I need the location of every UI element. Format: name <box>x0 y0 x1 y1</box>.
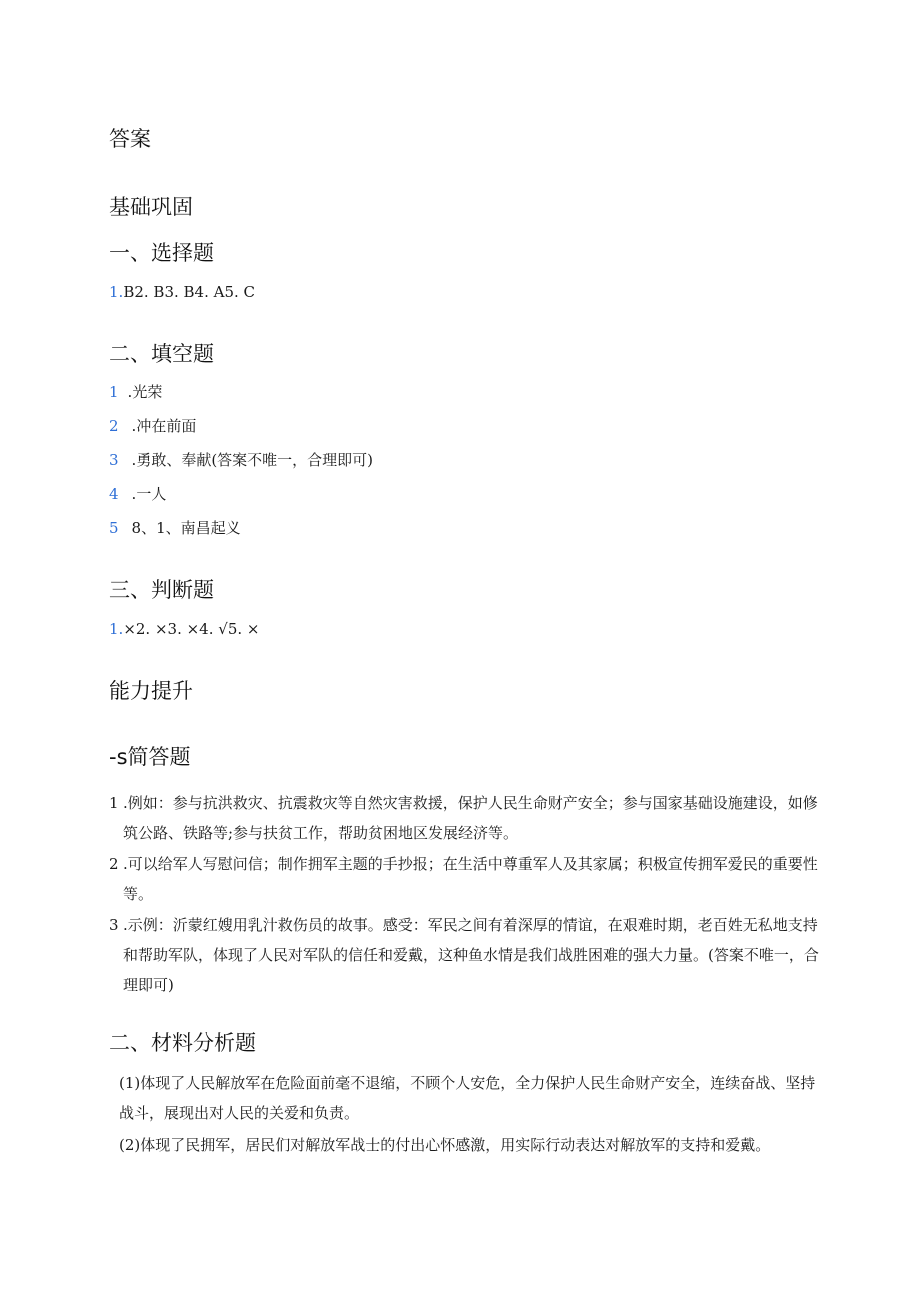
fill-item-number: 4 <box>109 485 119 503</box>
fill-item <box>109 450 373 470</box>
choice-number: 1. <box>109 283 124 301</box>
short-answer-item <box>109 788 819 848</box>
fill-item-number: 2 <box>109 417 119 435</box>
choice-answers-row <box>109 282 255 302</box>
fill-item-number: 5 <box>109 519 119 537</box>
heading-advanced: 能力提升 <box>109 679 193 703</box>
heading-material: 二、材料分析题 <box>109 1031 256 1055</box>
short-answer-number: 3 <box>109 916 119 934</box>
page-title: 答案 <box>109 127 151 151</box>
heading-fill: 二、填空题 <box>109 342 214 366</box>
fill-item <box>109 382 162 402</box>
judge-answers: ×2. ×3. ×4. √5. × <box>123 620 260 638</box>
judge-answers-row <box>109 619 259 639</box>
short-answer-text: .可以给军人写慰问信；制作拥军主题的手抄报；在生活中尊重军人及其家属；积极宣传拥军爱民的重要性等。 <box>123 855 818 903</box>
heading-judge: 三、判断题 <box>109 578 214 602</box>
material-answer-1: (1)体现了人民解放军在危险面前毫不退缩，不顾个人安危，全力保护人民生命财产安全，连续奋战、坚持战斗，展现出对人民的关爱和负责。 <box>119 1074 816 1122</box>
fill-item-text: .勇敢、奉献(答案不唯一，合理即可) <box>131 451 374 469</box>
fill-item-number: 1 <box>109 383 119 401</box>
short-answer-number: 2 <box>109 855 119 873</box>
heading-basic: 基础巩固 <box>109 195 193 219</box>
fill-item <box>109 416 196 436</box>
fill-item <box>109 518 241 538</box>
short-answer-item <box>109 910 819 1000</box>
heading-choice: 一、选择题 <box>109 241 214 265</box>
short-answer-item <box>109 849 819 909</box>
heading-short: -s简答题 <box>109 745 191 769</box>
fill-item-text: .一人 <box>131 485 167 503</box>
choice-answers: B2. B3. B4. A5. C <box>123 283 256 301</box>
short-answer-text: .例如：参与抗洪救灾、抗震救灾等自然灾害救援，保护人民生命财产安全；参与国家基础设施建设，如修筑公路、铁路等;参与扶贫工作，帮助贫困地区发展经济等。 <box>123 794 818 842</box>
fill-item-text: .光荣 <box>127 383 163 401</box>
fill-item-number: 3 <box>109 451 119 469</box>
judge-number: 1. <box>109 620 124 638</box>
fill-item-text: .冲在前面 <box>131 417 197 435</box>
material-answer-2: (2)体现了民拥军，居民们对解放军战士的付出心怀感激，用实际行动表达对解放军的支持和爱戴。 <box>119 1136 771 1154</box>
fill-item-text: 8、1、南昌起义 <box>131 519 241 537</box>
short-answer-text: .示例：沂蒙红嫂用乳汁救伤员的故事。感受：军民之间有着深厚的情谊，在艰难时期，老百姓无私地支持和帮助军队，体现了人民对军队的信任和爱戴，这种鱼水情是我们战胜困难的强大力量。(答案不唯一，合理即可) <box>123 916 819 994</box>
fill-item <box>109 484 166 504</box>
short-answer-number: 1 <box>109 794 119 812</box>
